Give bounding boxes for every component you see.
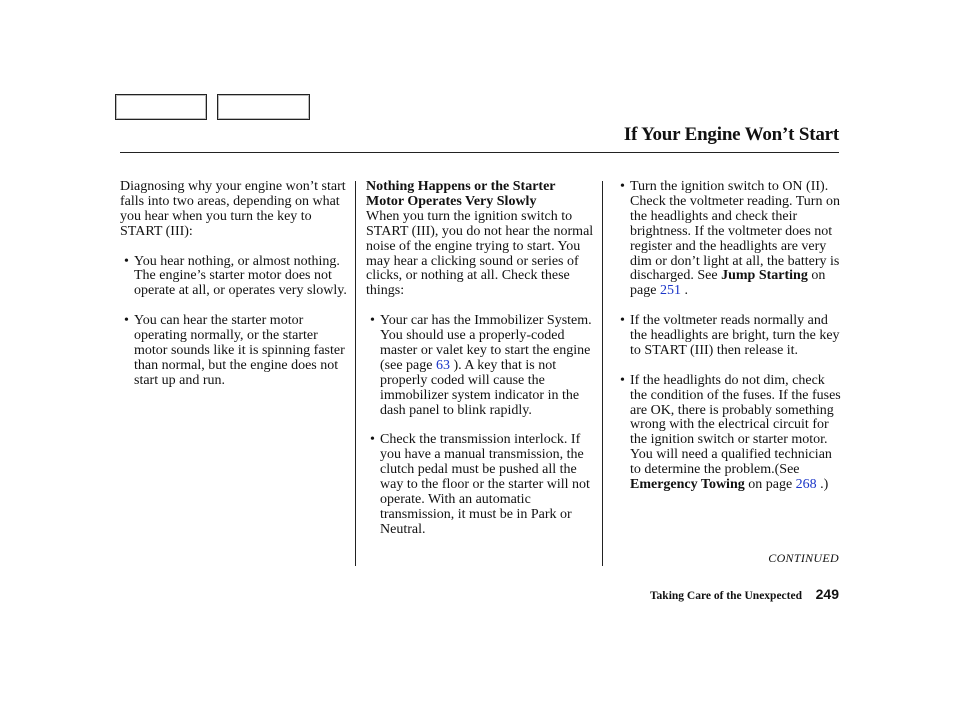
list-text: on page: [630, 268, 826, 299]
list-text: Your car has the Immobilizer System. You should use a properly-coded master or valet key to start the engine (see page: [380, 313, 592, 373]
nav-button-previous[interactable]: [115, 94, 207, 120]
list-item: • You can hear the starter motor operating normally, or the starter motor sounds like it is spinning faster than normal, but the engine does not start up and run.: [120, 314, 348, 389]
page-link-63[interactable]: 63: [435, 357, 450, 373]
list-text: If the headlights do not dim, check the condition of the fuses. If the fuses are OK, there is probably something wrong with the electrical circuit for the ignition switch or starter motor. You will need a qualified technician to determine the problem.(See: [630, 372, 841, 478]
list-item: • You hear nothing, or almost nothing. The engine’s starter motor does not operate at all, or operates very slowly.: [120, 255, 348, 300]
column-2: [366, 180, 596, 538]
list-item: [616, 374, 844, 493]
list-item: [366, 314, 596, 418]
intro-paragraph: Diagnosing why your engine won’t start falls into two areas, depending on what you hear when you turn the key to START (III):: [120, 179, 346, 239]
column-divider-2: [602, 181, 603, 566]
section-heading: Nothing Happens or the Starter Motor Operates Very Slowly: [366, 179, 556, 209]
list-text: Turn the ignition switch to ON (II). Check the voltmeter reading. Turn on the headlights and check their brightness. If the voltmeter does not register and the headlights are very dim or don’t light at all, the battery is discharged. See: [630, 179, 840, 284]
reference-emergency-towing: Emergency Towing: [630, 477, 745, 493]
continued-label: CONTINUED: [768, 551, 839, 565]
list-text: ). A key that is not properly coded will cause the immobilizer system indicator in the dash panel to blink rapidly.: [380, 357, 580, 418]
list-item: • If the voltmeter reads normally and the headlights are bright, turn the key to START (III) then release it.: [616, 314, 844, 359]
page-number: 249: [815, 586, 839, 602]
page-title: If Your Engine Won’t Start: [623, 124, 839, 145]
list-text: .: [680, 283, 688, 299]
column-divider-1: [355, 181, 356, 566]
list-text: on page: [744, 477, 796, 493]
title-divider: [120, 152, 839, 153]
footer-section-title: Taking Care of the Unexpected: [649, 590, 802, 602]
reference-jump-starting: Jump Starting: [721, 268, 808, 284]
page-link-268[interactable]: 268: [795, 477, 817, 493]
nav-button-next[interactable]: [217, 94, 310, 120]
list-item: • Check the transmission interlock. If you have a manual transmission, the clutch pedal must be pushed all the way to the floor or the starter will not operate. With an automatic transmission, it must be in Park or Neutral.: [366, 433, 596, 537]
page-link-251[interactable]: 251: [659, 283, 681, 299]
section-intro: When you turn the ignition switch to START (III), you do not hear the normal noise of the engine trying to start. You may hear a clicking sound or series of clicks, or nothing at all. Check these things:: [366, 208, 594, 299]
column-1: [120, 180, 348, 389]
list-text: .): [816, 477, 829, 493]
column-3: [616, 180, 844, 493]
list-item: [616, 180, 844, 299]
